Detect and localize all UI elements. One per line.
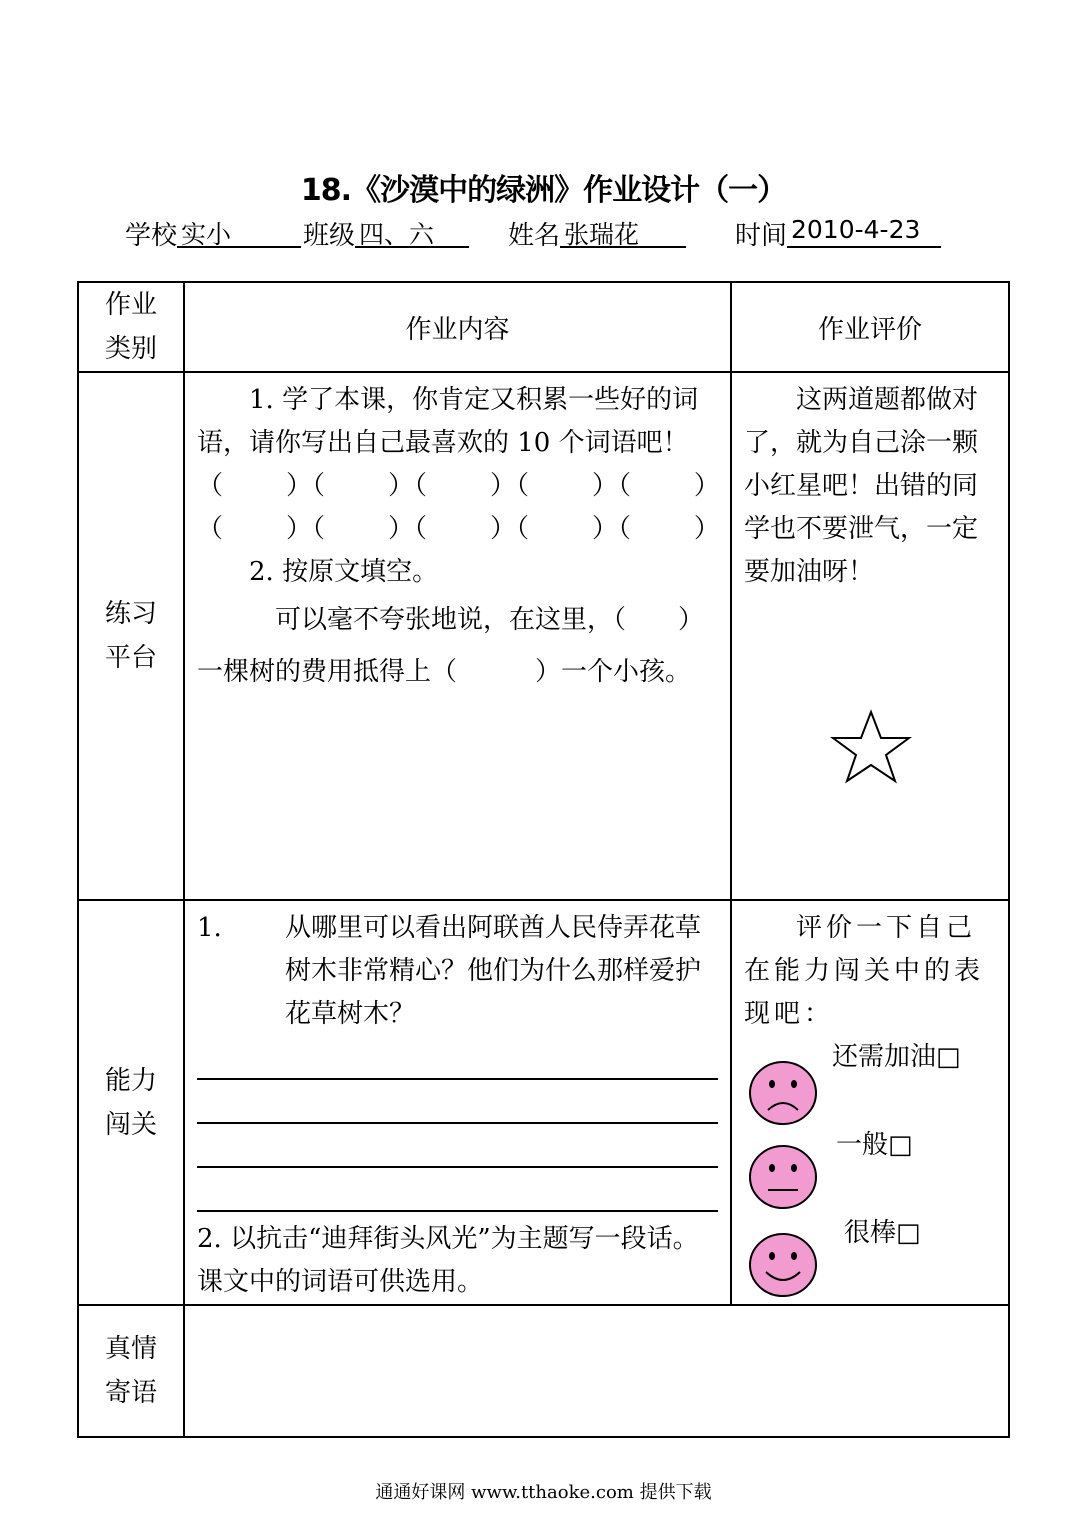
header-category [78, 282, 184, 372]
word-blank[interactable]: ） [693, 471, 720, 501]
header-category-line2: 类别 [104, 334, 157, 364]
footer-credit: 通通好课网 www.tthaoke.com 提供下载 [375, 1482, 712, 1503]
word-blank[interactable]: ）（ [387, 471, 427, 501]
face-option-label: 一般□ [836, 1130, 913, 1160]
practice-evaluation-text: 这两道题都做对了，就为自己涂一颗小红星吧！出错的同学也不要泄气，一定要加油呀！ [744, 385, 979, 587]
word-blanks-row-2 [197, 508, 720, 551]
challenge-evaluation [731, 900, 1009, 1305]
word-blank[interactable]: （ [197, 514, 224, 544]
answer-line[interactable] [197, 1080, 718, 1124]
word-blank[interactable]: ）（ [591, 514, 631, 544]
face-option-average[interactable] [744, 1124, 998, 1212]
message-row [78, 1305, 1009, 1437]
practice-q2: 2. 按原文填空。 [249, 557, 439, 587]
face-option-great[interactable] [744, 1212, 998, 1300]
challenge-category-line1: 能力 [104, 1065, 157, 1096]
name-value: 张瑞花 [560, 215, 686, 248]
challenge-q1-text: 从哪里可以看出阿联酋人民侍弄花草树木非常精心？他们为什么那样爱护花草树木？ [285, 913, 702, 1029]
practice-category [78, 372, 184, 900]
word-blank[interactable]: ）（ [387, 514, 427, 544]
word-blank[interactable]: （ [197, 471, 224, 501]
star-icon[interactable] [826, 709, 916, 784]
word-blank[interactable]: ）（ [489, 471, 529, 501]
header-content: 作业内容 [184, 282, 731, 372]
page-title: 18.《沙漠中的绿洲》作业设计（一） [300, 173, 787, 208]
answer-line[interactable] [197, 1124, 718, 1168]
time-label: 时间 [735, 221, 788, 251]
practice-content [184, 372, 731, 900]
header-row [78, 282, 1009, 372]
face-option-label: 很棒□ [844, 1218, 921, 1248]
challenge-content [184, 900, 731, 1305]
homework-table [77, 281, 1010, 1438]
challenge-category [78, 900, 184, 1305]
message-category-line1: 真情 [104, 1334, 157, 1364]
sad-face-icon [748, 1060, 818, 1126]
face-option-needs-work[interactable] [744, 1036, 998, 1124]
word-blank[interactable]: ）（ [285, 471, 325, 501]
class-value: 四、六 [355, 215, 469, 248]
word-blank[interactable]: ）（ [591, 471, 631, 501]
word-blanks-row-1 [197, 465, 720, 508]
time-value: 2010-4-23 [787, 215, 941, 248]
header-evaluation: 作业评价 [731, 282, 1009, 372]
class-label: 班级 [303, 221, 356, 251]
practice-q1: 1. 学了本课，你肯定又积累一些好的词语，请你写出自己最喜欢的 10 个词语吧！ [197, 385, 699, 458]
message-area[interactable] [184, 1305, 1009, 1437]
challenge-evaluation-text: 评价一下自己在能力闯关中的表现吧： [744, 913, 985, 1029]
challenge-q1-number: 1. [197, 913, 222, 943]
challenge-q1 [197, 907, 720, 1036]
happy-face-icon [748, 1232, 818, 1298]
practice-category-line2: 平台 [104, 643, 157, 673]
school-value: 实小 [177, 215, 301, 248]
challenge-row [78, 900, 1009, 1305]
face-option-label: 还需加油□ [832, 1042, 961, 1072]
answer-line[interactable] [197, 1036, 718, 1080]
word-blank[interactable]: ） [693, 514, 720, 544]
challenge-category-line2: 闯关 [104, 1109, 157, 1140]
practice-evaluation [731, 372, 1009, 900]
school-label: 学校 [125, 221, 178, 251]
neutral-face-icon [748, 1144, 818, 1210]
message-category-line2: 寄语 [104, 1378, 157, 1408]
name-label: 姓名 [508, 221, 561, 251]
message-category [78, 1305, 184, 1437]
practice-category-line1: 练习 [104, 599, 157, 629]
practice-row [78, 372, 1009, 900]
header-category-line1: 作业 [104, 290, 157, 320]
practice-q2-sentence: 可以毫不夸张地说，在这里，（ ）一棵树的费用抵得上（ ）一个小孩。 [197, 605, 705, 687]
word-blank[interactable]: ）（ [285, 514, 325, 544]
challenge-q2: 2. 以抗击“迪拜街头风光”为主题写一段话。课文中的词语可供选用。 [197, 1224, 699, 1297]
answer-line[interactable] [197, 1168, 718, 1212]
word-blank[interactable]: ）（ [489, 514, 529, 544]
